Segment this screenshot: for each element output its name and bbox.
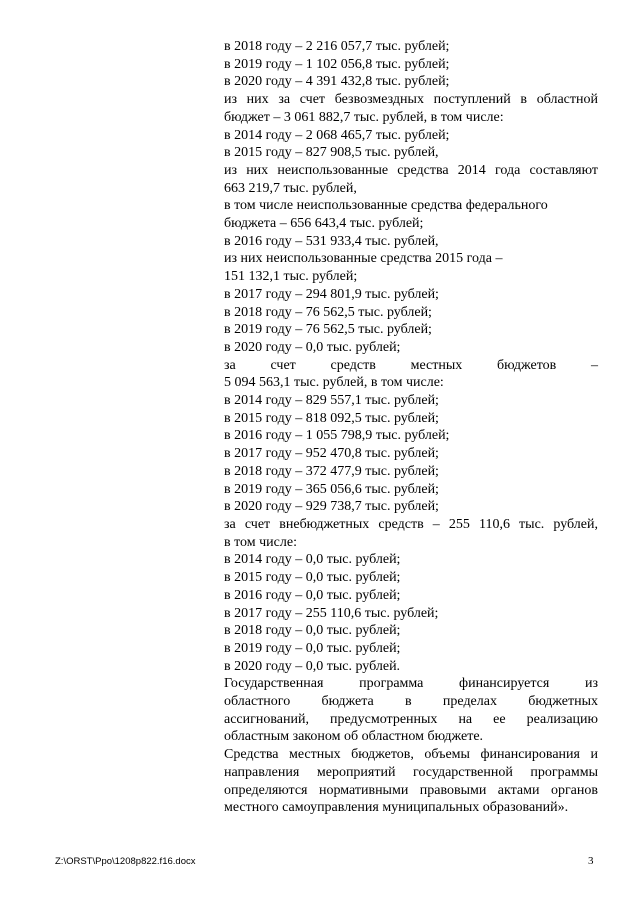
- text-line: в 2018 году – 0,0 тыс. рублей;: [224, 623, 401, 639]
- text-line: ассигнований, предусмотренных на ее реализацию: [224, 711, 598, 727]
- text-line: в 2016 году – 0,0 тыс. рублей;: [224, 587, 401, 603]
- text-line: бюджета – 656 643,4 тыс. рублей;: [224, 216, 424, 232]
- footer-file-path: Z:\ORST\Ppo\1208p822.f16.docx: [55, 856, 196, 867]
- text-line: Средства местных бюджетов, объемы финансирования и: [224, 747, 598, 763]
- text-line: в 2018 году – 76 562,5 тыс. рублей;: [224, 304, 432, 320]
- page-number: 3: [588, 855, 594, 867]
- text-line: в 2020 году – 929 738,7 тыс. рублей;: [224, 499, 439, 515]
- text-line: в 2014 году – 2 068 465,7 тыс. рублей;: [224, 127, 450, 143]
- text-line: в 2019 году – 0,0 тыс. рублей;: [224, 640, 401, 656]
- text-line: в том числе неиспользованные средства федерального: [224, 198, 548, 214]
- text-line: 663 219,7 тыс. рублей,: [224, 180, 357, 196]
- text-line: в 2015 году – 818 092,5 тыс. рублей;: [224, 410, 439, 426]
- text-line: за счет средств местных бюджетов –: [224, 357, 598, 373]
- text-line: бюджет – 3 061 882,7 тыс. рублей, в том числе:: [224, 109, 504, 125]
- text-line: в 2020 году – 0,0 тыс. рублей.: [224, 658, 401, 674]
- text-line: в 2014 году – 0,0 тыс. рублей;: [224, 552, 401, 568]
- text-line: в 2020 году – 0,0 тыс. рублей;: [224, 339, 401, 355]
- text-line: в 2018 году – 372 477,9 тыс. рублей;: [224, 463, 439, 479]
- text-line: в том числе:: [224, 534, 297, 550]
- text-line: в 2015 году – 0,0 тыс. рублей;: [224, 570, 401, 586]
- text-line: 5 094 563,1 тыс. рублей, в том числе:: [224, 375, 444, 391]
- text-line: в 2014 году – 829 557,1 тыс. рублей;: [224, 393, 439, 409]
- text-line: в 2017 году – 255 110,6 тыс. рублей;: [224, 605, 439, 621]
- text-line: в 2015 году – 827 908,5 тыс. рублей,: [224, 145, 439, 161]
- text-line: в 2017 году – 952 470,8 тыс. рублей;: [224, 446, 439, 462]
- text-line: 151 132,1 тыс. рублей;: [224, 269, 358, 285]
- text-line: из них неиспользованные средства 2014 года составляют: [224, 162, 598, 178]
- text-line: областного бюджета в пределах бюджетных: [224, 694, 598, 710]
- text-line: из них неиспользованные средства 2015 года –: [224, 251, 503, 267]
- text-line: за счет внебюджетных средств – 255 110,6 тыс. рублей,: [224, 516, 598, 532]
- text-line: местного самоуправления муниципальных образований».: [224, 800, 569, 816]
- text-line: направления мероприятий государственной программы: [224, 764, 598, 780]
- document-body: [224, 38, 598, 817]
- text-line: в 2018 году – 2 216 057,7 тыс. рублей;: [224, 39, 450, 54]
- text-line: Государственная программа финансируется из: [224, 676, 598, 692]
- text-line: в 2016 году – 531 933,4 тыс. рублей,: [224, 233, 439, 249]
- text-line: в 2019 году – 1 102 056,8 тыс. рублей;: [224, 56, 450, 72]
- text-line: в 2019 году – 365 056,6 тыс. рублей;: [224, 481, 439, 497]
- text-line: областным законом об областном бюджете.: [224, 729, 484, 745]
- text-line: в 2019 году – 76 562,5 тыс. рублей;: [224, 322, 432, 338]
- text-line: определяются нормативными правовыми актами органов: [224, 782, 598, 798]
- text-line: в 2017 году – 294 801,9 тыс. рублей;: [224, 286, 439, 302]
- text-line: из них за счет безвозмездных поступлений в областной: [224, 92, 598, 108]
- text-line: в 2016 году – 1 055 798,9 тыс. рублей;: [224, 428, 450, 444]
- text-line: в 2020 году – 4 391 432,8 тыс. рублей;: [224, 74, 450, 90]
